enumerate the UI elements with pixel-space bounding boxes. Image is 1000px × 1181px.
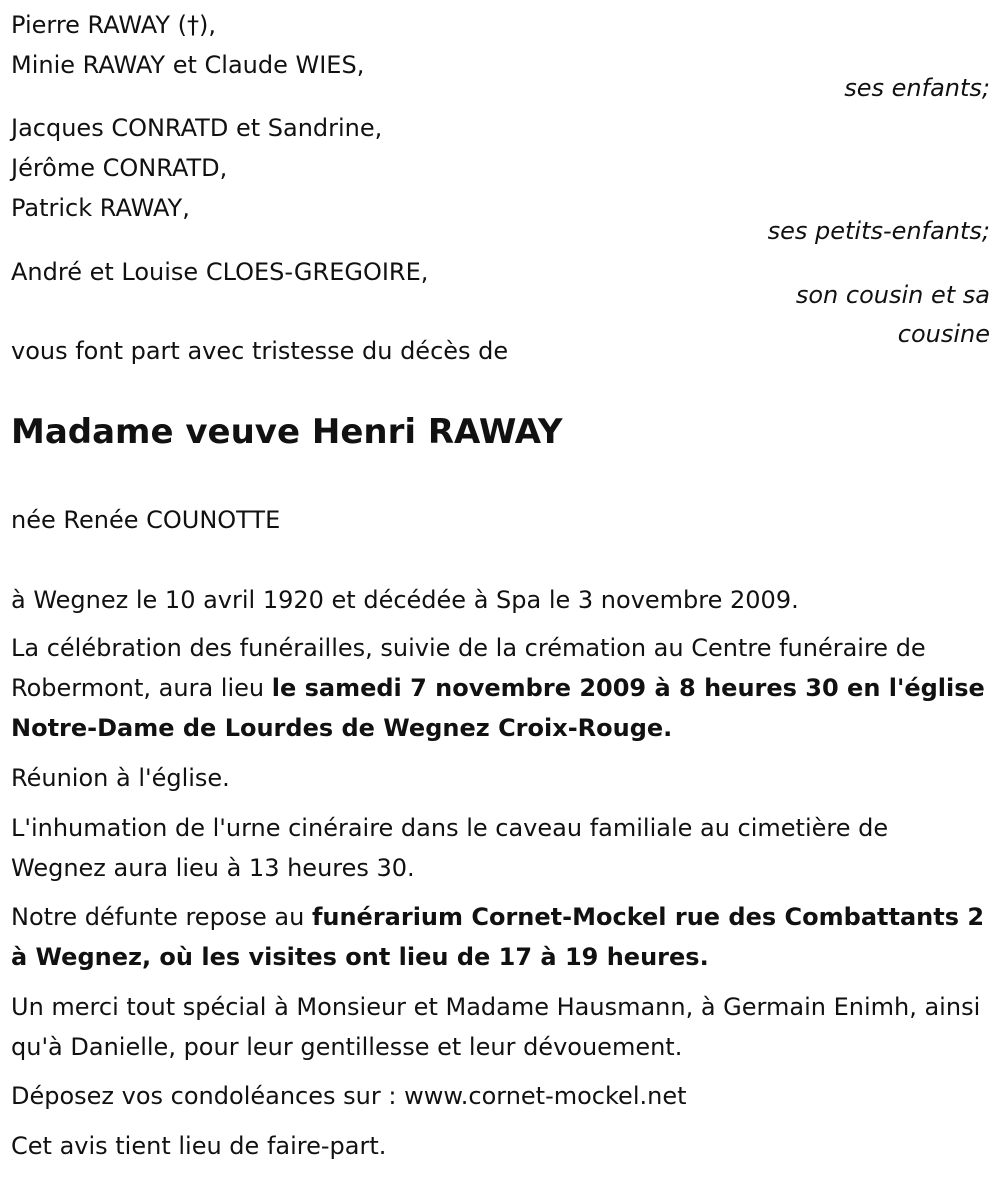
deceased-name: Madame veuve Henri RAWAY <box>11 412 563 452</box>
repose-details: funérarium Cornet-Mockel rue des Combattants 2 à Wegnez, où les visites ont lieu de 17 à 19 heures. <box>11 903 985 971</box>
meeting: Réunion à l'église. <box>11 764 230 792</box>
born-name: née Renée COUNOTTE <box>11 506 281 534</box>
announcement: vous font part avec tristesse du décès de <box>11 337 509 365</box>
grandchild-3: Patrick RAWAY, <box>11 194 190 222</box>
child-2: Minie RAWAY et Claude WIES, <box>11 51 365 79</box>
funeral-details: le samedi 7 novembre 2009 à 8 heures 30 en l'église Notre-Dame de Lourdes de Wegnez Croix-Rouge. <box>11 674 985 742</box>
grandchild-2: Jérôme CONRATD, <box>11 154 228 182</box>
condolences <box>11 1081 687 1111</box>
funeral-paragraph <box>11 628 986 748</box>
grandchildren-role: ses petits-enfants; <box>767 217 990 245</box>
life-dates: à Wegnez le 10 avril 1920 et décédée à Spa le 3 novembre 2009. <box>11 586 799 614</box>
funeral-intro: La célébration des funérailles, suivie de la crémation au Centre funéraire de Robermont, aura lieu <box>11 634 926 702</box>
burial-paragraph: L'inhumation de l'urne cinéraire dans le caveau familiale au cimetière de Wegnez aura lieu à 13 heures 30. <box>11 814 889 882</box>
closing: Cet avis tient lieu de faire-part. <box>11 1132 387 1160</box>
repose-intro: Notre défunte repose au <box>11 903 312 931</box>
thanks-paragraph: Un merci tout spécial à Monsieur et Madame Hausmann, à Germain Enimh, ainsi qu'à Danielle, pour leur gentillesse et leur dévouement. <box>11 993 981 1061</box>
repose-paragraph <box>11 897 986 977</box>
condolences-link[interactable]: www.cornet-mockel.net <box>404 1082 687 1110</box>
children-role: ses enfants; <box>844 74 990 102</box>
grandchild-1: Jacques CONRATD et Sandrine, <box>11 114 383 142</box>
cousins: André et Louise CLOES-GREGOIRE, <box>11 258 429 286</box>
cousins-role-line-1: son cousin et sa <box>795 281 990 309</box>
condolences-label: Déposez vos condoléances sur : <box>11 1082 405 1110</box>
cousins-role-line-2: cousine <box>897 320 990 348</box>
child-1: Pierre RAWAY (†), <box>11 11 216 39</box>
